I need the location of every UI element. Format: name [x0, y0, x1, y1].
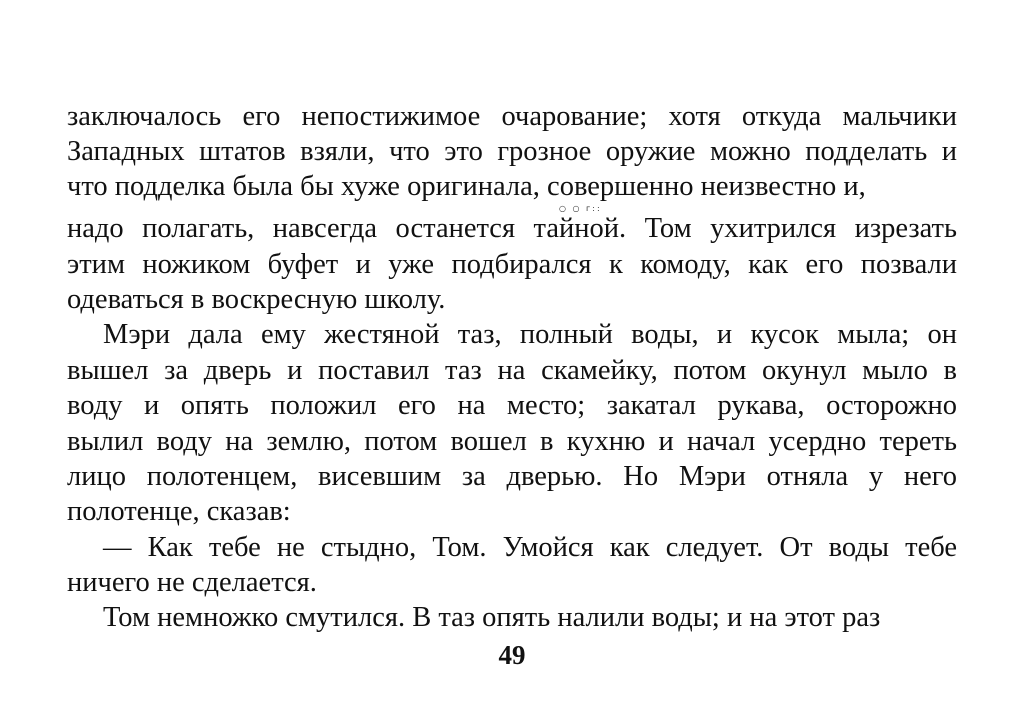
text-line: что подделка была бы хуже оригинала, совершенно неизвестно и, — [67, 171, 866, 202]
stray-print-marks: ○ ○ г:: — [559, 204, 602, 213]
text-line: вылил воду на землю, потом вошел в кухню и начал усердно тереть — [67, 426, 957, 457]
text-line: этим ножиком буфет и уже подбирался к комоду, как его позвали — [67, 249, 957, 280]
text-line: ничего не сделается. — [67, 567, 317, 598]
text-line: Западных штатов взяли, что это грозное оружие можно подделать и — [67, 136, 957, 167]
text-line: воду и опять положил его на место; закатал рукава, осторожно — [67, 390, 957, 421]
text-line: одеваться в воскресную школу. — [67, 284, 446, 315]
text-line: Том немножко смутился. В таз опять налили воды; и на этот раз — [103, 602, 881, 633]
page-number: 49 — [498, 640, 526, 670]
text-line: заключалось его непостижимое очарование; хотя откуда мальчики — [67, 101, 957, 132]
text-line: лицо полотенцем, висевшим за дверью. Но Мэри отняла у него — [67, 461, 957, 492]
text-line: — Как тебе не стыдно, Том. Умойся как следует. От воды тебе — [103, 532, 957, 563]
text-line: вышел за дверь и поставил таз на скамейку, потом окунул мыло в — [67, 355, 957, 386]
text-line: Мэри дала ему жестяной таз, полный воды, и кусок мыла; он — [103, 319, 957, 350]
text-line: надо полагать, навсегда останется тайной. Том ухитрился изрезать — [67, 213, 957, 244]
text-line: полотенце, сказав: — [67, 496, 291, 527]
